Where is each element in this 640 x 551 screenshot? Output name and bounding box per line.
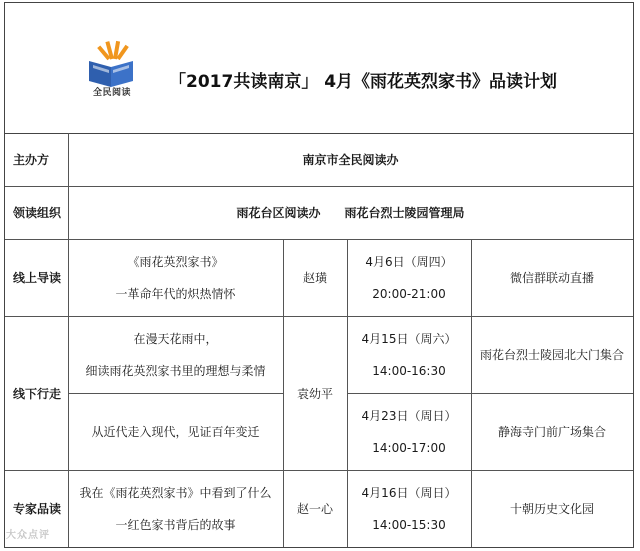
watermark: 大众点评 [6, 530, 50, 541]
online-time: 20:00-21:00 [372, 286, 446, 301]
expert-line-2: 一红色家书背后的故事 [115, 517, 236, 532]
online-subtitle: 一革命年代的炽热情怀 [115, 286, 236, 301]
offline-a-place: 雨花台烈士陵园北大门集合 [479, 348, 624, 362]
offline-b-time: 14:00-17:00 [372, 440, 446, 455]
org-label: 领读组织 [13, 206, 62, 220]
offline-b-schedule [347, 393, 471, 470]
plan-table [4, 2, 634, 548]
expert-place: 十朝历史文化园 [509, 502, 594, 516]
org-value: 雨花台区阅读办 雨花台烈士陵园管理局 [236, 206, 465, 220]
host-value: 南京市全民阅读办 [302, 153, 399, 167]
offline-a-time: 14:00-16:30 [372, 363, 446, 378]
offline-b-place: 静海寺门前广场集合 [497, 425, 606, 439]
online-book-title: 《雨花英烈家书》 [127, 254, 224, 269]
offline-b-content [68, 393, 283, 470]
offline-a-date: 4月15日（周六） [361, 331, 457, 346]
expert-time: 14:00-15:30 [372, 517, 446, 532]
offline-person: 袁幼平 [296, 386, 333, 401]
expert-content [68, 470, 283, 547]
expert-date: 4月16日（周日） [361, 485, 457, 500]
logo-text: 全民阅读 [92, 88, 131, 98]
expert-label: 专家品读 [13, 502, 62, 516]
online-schedule [347, 239, 471, 316]
offline-a-content [68, 316, 283, 393]
expert-person: 赵一心 [296, 502, 333, 516]
expert-line-1: 我在《雨花英烈家书》中看到了什么 [79, 485, 272, 500]
offline-b-date: 4月23日（周日） [361, 408, 457, 423]
offline-a-line-2: 细读雨花英烈家书里的理想与柔情 [85, 363, 266, 378]
online-content [68, 239, 283, 316]
online-place: 微信群联动直播 [509, 271, 594, 285]
offline-label: 线下行走 [13, 386, 62, 401]
header [5, 3, 633, 134]
host-label: 主办方 [13, 153, 50, 167]
online-person: 赵璜 [302, 271, 327, 285]
offline-b-line-1: 从近代走入现代，见证百年变迁 [91, 424, 260, 439]
online-label: 线上导读 [13, 271, 62, 285]
page-title: 「2017共读南京」 4月《雨花英烈家书》品读计划 [169, 72, 558, 92]
expert-schedule [347, 470, 471, 547]
offline-a-schedule [347, 316, 471, 393]
offline-a-line-1: 在漫天花雨中， [133, 331, 218, 346]
online-date: 4月6日（周四） [365, 254, 453, 269]
